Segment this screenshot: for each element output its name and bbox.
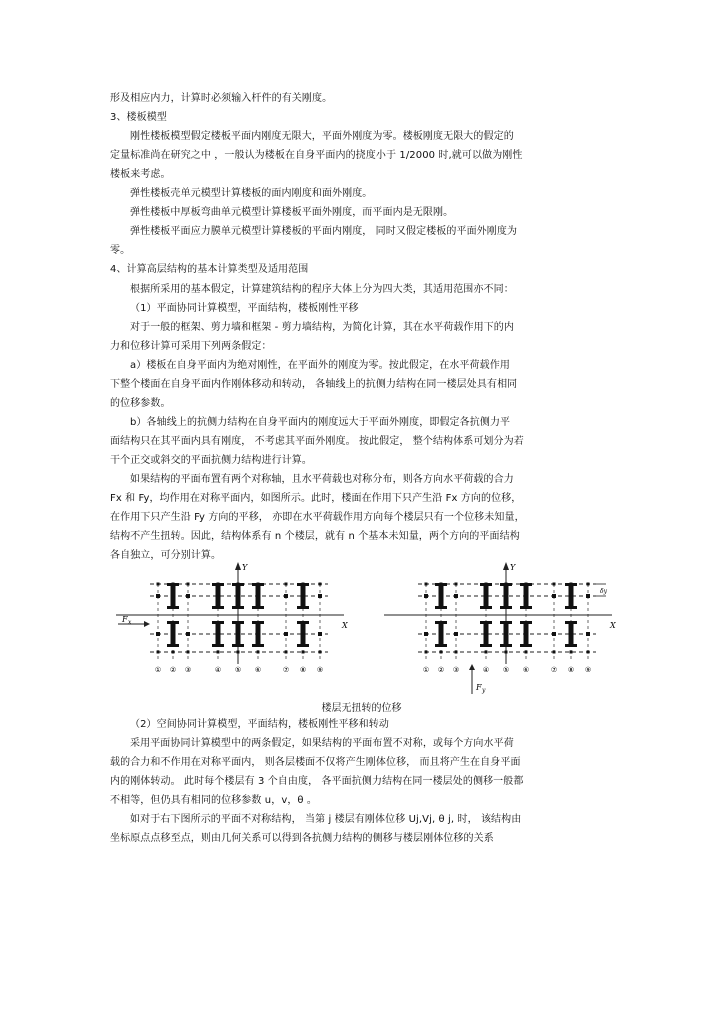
axis-number: ② <box>169 666 177 674</box>
section-heading: 4、计算高层结构的基本计算类型及适用范围 <box>110 264 309 275</box>
text-line: 结构不产生扭转。因此，结构体系有 n 个楼层，就有 n 个基本未知量，两个方向的平面结构 <box>110 531 520 542</box>
axis-number: ⑨ <box>584 666 592 674</box>
shear-wall <box>524 584 529 608</box>
column <box>157 583 160 586</box>
y-axis-label: Y <box>510 563 516 572</box>
column <box>318 594 322 598</box>
column <box>525 583 528 586</box>
text-line: 干个正交或斜交的平面抗侧力结构进行计算。 <box>110 455 312 466</box>
text-line: 刚性楼板模型假定楼板平面内刚度无限大，平面外刚度为零。楼板刚度无限大的假定的 <box>130 131 514 142</box>
shear-wall <box>504 622 509 646</box>
column <box>285 583 288 586</box>
text-line: 不相等，但仍具有相同的位移参数 u，v，θ 。 <box>110 795 318 806</box>
wall-flange <box>565 606 577 609</box>
wall-flange <box>252 644 264 647</box>
wall-flange <box>212 644 224 647</box>
column <box>319 651 322 654</box>
column <box>454 594 458 598</box>
axis-number: ① <box>422 666 430 674</box>
wall-flange <box>520 621 532 624</box>
wall-flange <box>297 621 309 624</box>
shear-wall <box>171 622 176 646</box>
shear-wall <box>236 584 241 608</box>
wall-flange <box>565 621 577 624</box>
axis-number: ③ <box>452 666 460 674</box>
wall-flange <box>212 606 224 609</box>
text-line: 定量标准尚在研究之中 ，一般认为楼板在自身平面内的挠度小于 1/2000 时,就可以做为刚性 <box>110 150 523 161</box>
axis-number: ② <box>437 666 445 674</box>
delta-label: δy <box>600 588 608 595</box>
shear-wall <box>569 584 574 608</box>
column <box>552 594 556 598</box>
column <box>424 632 428 636</box>
column <box>440 583 443 586</box>
column <box>485 651 488 654</box>
column <box>586 632 590 636</box>
x-axis-label: X <box>610 621 616 630</box>
text-line: b）各轴线上的抗侧力结构在自身平面内的刚度远大于平面外刚度，即假定各抗侧力平 <box>130 417 511 428</box>
axis-number: ⑤ <box>234 666 242 674</box>
wall-flange <box>232 621 244 624</box>
wall-flange <box>500 621 512 624</box>
wall-flange <box>500 606 512 609</box>
text-line: 的位移参数。 <box>110 398 171 409</box>
shear-wall <box>301 584 306 608</box>
text-line: 楼板来考虑。 <box>110 169 171 180</box>
wall-flange <box>480 606 492 609</box>
shear-wall <box>439 622 444 646</box>
shear-wall <box>484 622 489 646</box>
column <box>319 583 322 586</box>
shear-wall <box>256 622 261 646</box>
column <box>318 632 322 636</box>
wall-flange <box>232 644 244 647</box>
column <box>424 594 428 598</box>
text-line: Fx 和 Fy，均作用在对称平面内，如图所示。此时，楼面在作用下只产生沿 Fx 方向的位移， <box>110 493 522 504</box>
text-line: 根据所采用的基本假定，计算建筑结构的程序大体上分为四大类，其适用范围亦不同： <box>130 284 514 295</box>
column <box>257 583 260 586</box>
text-line: 弹性楼板平面应力膜单元模型计算楼板的平面内刚度， 同时又假定楼板的平面外刚度为 <box>130 226 518 237</box>
wall-flange <box>232 606 244 609</box>
text-line: 弹性楼板壳单元模型计算楼板的面内刚度和面外刚度。 <box>130 188 373 199</box>
text-line: 如对于右下图所示的平面不对称结构， 当第 j 楼层有刚体位移 Uj,Vj, θ j, 时， 该结构由 <box>130 814 522 825</box>
shear-wall <box>171 584 176 608</box>
column <box>257 651 260 654</box>
section-heading: 3、楼板模型 <box>110 112 167 123</box>
axis-number: ⑥ <box>254 666 262 674</box>
column <box>156 594 160 598</box>
shear-wall <box>216 622 221 646</box>
column <box>587 651 590 654</box>
wall-flange <box>297 606 309 609</box>
column <box>440 651 443 654</box>
text-line: 形及相应内力，计算时必须输入杆件的有关刚度。 <box>110 93 333 104</box>
wall-flange <box>435 621 447 624</box>
column <box>553 583 556 586</box>
column <box>525 651 528 654</box>
column <box>157 651 160 654</box>
subsection-heading: （2）空间协同计算模型，平面结构，楼板刚性平移和转动 <box>130 719 389 730</box>
wall-flange <box>520 606 532 609</box>
wall-flange <box>520 644 532 647</box>
text-line: 采用平面协同计算模型中的两条假定，如果结构的平面布置不对称，或每个方向水平荷 <box>130 738 514 749</box>
wall-flange <box>565 644 577 647</box>
column <box>454 632 458 636</box>
wall-flange <box>167 606 179 609</box>
column <box>425 651 428 654</box>
wall-flange <box>480 644 492 647</box>
column <box>587 583 590 586</box>
wall-flange <box>212 621 224 624</box>
axis-number: ⑥ <box>522 666 530 674</box>
column <box>552 632 556 636</box>
load-arrow-head <box>469 664 475 670</box>
column <box>172 583 175 586</box>
shear-wall <box>236 622 241 646</box>
wall-flange <box>480 621 492 624</box>
text-line: 零。 <box>110 245 131 256</box>
axis-number: ⑦ <box>550 666 558 674</box>
load-label-fy: F <box>476 683 482 692</box>
wall-flange <box>252 606 264 609</box>
shear-wall <box>484 584 489 608</box>
axis-number: ⑨ <box>316 666 324 674</box>
floor-plan-right <box>384 562 616 694</box>
load-label-fx-sub: x <box>128 619 132 626</box>
column <box>553 651 556 654</box>
column <box>505 651 508 654</box>
shear-wall <box>569 622 574 646</box>
shear-wall <box>439 584 444 608</box>
wall-flange <box>500 644 512 647</box>
column <box>505 583 508 586</box>
floor-plan-figure <box>108 562 616 696</box>
shear-wall <box>216 584 221 608</box>
floor-plan-left <box>116 562 348 674</box>
column <box>217 651 220 654</box>
load-arrow-head <box>144 621 150 627</box>
axis-number: ③ <box>184 666 192 674</box>
shear-wall <box>524 622 529 646</box>
shear-wall <box>256 584 261 608</box>
text-line: 面结构只在其平面内具有刚度， 不考虑其平面外刚度。 按此假定， 整个结构体系可划分为若 <box>110 436 524 447</box>
column <box>237 651 240 654</box>
load-label-fy-sub: y <box>482 687 486 694</box>
wall-flange <box>252 621 264 624</box>
column <box>455 583 458 586</box>
column <box>455 651 458 654</box>
column <box>187 583 190 586</box>
y-axis-label: Y <box>242 563 248 572</box>
wall-flange <box>167 621 179 624</box>
subsection-heading: （1）平面协同计算模型，平面结构，楼板刚性平移 <box>130 303 359 314</box>
load-label-fx: F <box>122 615 128 624</box>
text-line: 在作用下只产生沿 Fy 方向的平移， 亦即在水平荷载作用方向每个楼层只有一个位移未知量， <box>110 512 525 523</box>
y-axis-arrow <box>235 562 241 570</box>
column <box>425 583 428 586</box>
axis-number: ⑤ <box>502 666 510 674</box>
column <box>237 583 240 586</box>
text-line: 各自独立，可分别计算。 <box>110 550 222 561</box>
column <box>156 632 160 636</box>
column <box>302 651 305 654</box>
column <box>485 583 488 586</box>
wall-flange <box>435 606 447 609</box>
column <box>172 651 175 654</box>
shear-wall <box>504 584 509 608</box>
text-line: 下整个楼面在自身平面内作刚体移动和转动， 各轴线上的抗侧力结构在同一楼层处具有相同 <box>110 379 518 390</box>
shear-wall <box>301 622 306 646</box>
text-line: 坐标原点点移至点，则由几何关系可以得到各抗侧力结构的侧移与楼层刚体位移的关系 <box>110 833 494 844</box>
column <box>570 651 573 654</box>
text-line: 力和位移计算可采用下列两条假定： <box>110 341 272 352</box>
axis-number: ⑧ <box>299 666 307 674</box>
wall-flange <box>167 644 179 647</box>
text-line: 弹性楼板中厚板弯曲单元模型计算楼板平面外刚度，而平面内是无限刚。 <box>130 207 454 218</box>
column <box>186 594 190 598</box>
text-line: 如果结构的平面布置有两个对称轴，且水平荷载也对称分布，则各方向水平荷载的合力 <box>130 474 514 485</box>
figure-caption: 楼层无扭转的位移 <box>321 703 402 714</box>
wall-flange <box>435 644 447 647</box>
column <box>285 651 288 654</box>
column <box>570 583 573 586</box>
column <box>217 583 220 586</box>
column <box>302 583 305 586</box>
text-line: 载的合力和不作用在对称平面内， 则各层楼面不仅将产生刚体位移， 而且将产生在自身平面 <box>110 757 521 768</box>
text-line: a）楼板在自身平面内为绝对刚性，在平面外的刚度为零。按此假定，在水平荷载作用 <box>130 360 510 371</box>
axis-number: ① <box>154 666 162 674</box>
y-axis-arrow <box>503 562 509 570</box>
column <box>187 651 190 654</box>
column <box>186 632 190 636</box>
column <box>586 594 590 598</box>
column <box>284 632 288 636</box>
text-line: 内的刚体转动。 此时每个楼层有 3 个自由度， 各平面抗侧力结构在同一楼层处的侧移一般都 <box>110 776 524 787</box>
axis-number: ⑧ <box>567 666 575 674</box>
axis-number: ⑦ <box>282 666 290 674</box>
wall-flange <box>297 644 309 647</box>
column <box>284 594 288 598</box>
text-line: 对于一般的框架、剪力墙和框架 - 剪力墙结构，为简化计算，其在水平荷载作用下的内 <box>130 322 514 333</box>
axis-number: ④ <box>214 666 222 674</box>
axis-number: ④ <box>482 666 490 674</box>
x-axis-label: X <box>342 621 348 630</box>
